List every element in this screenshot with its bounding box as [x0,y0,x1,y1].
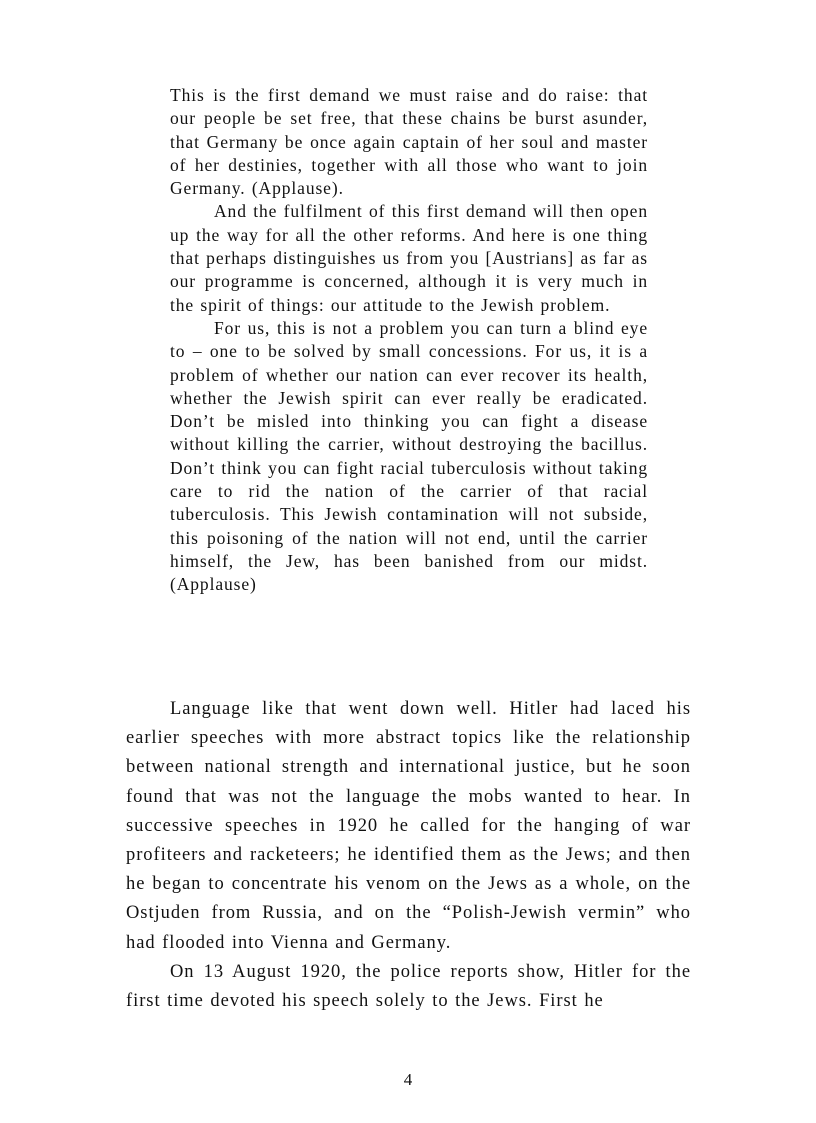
body-text [126,695,691,1016]
page-number: 4 [403,1070,413,1089]
quote-paragraph: And the fulfilment of this first demand will then open up the way for all the other reforms. And here is one thing that perhaps distinguishes us from you [Austrians] as far as our programme is concerned, although it is very much in the spirit of things: our attitude to the Jewish problem. [170,201,648,315]
body-paragraph: On 13 August 1920, the police reports show, Hitler for the first time devoted his speech solely to the Jews. First he [126,961,691,1012]
body-paragraph: Language like that went down well. Hitler had laced his earlier speeches with more abstract topics like the relationship between national strength and international justice, but he soon found that was not the language the mobs wanted to hear. In successive speeches in 1920 he called for the hanging of war profiteers and racketeers; he identified them as the Jews; and then he began to concentrate his venom on the Jews as a whole, on the Ostjuden from Russia, and on the “Polish-Jewish vermin” who had flooded into Vienna and Germany. [126,699,691,953]
block-quote [170,84,648,597]
quote-paragraph: For us, this is not a problem you can turn a blind eye to – one to be solved by small concessions. For us, it is a problem of whether our nation can ever recover its health, whether the Jewish spirit can ever really be eradicated. Don’t be misled into thinking you can fight a disease without killing the carrier, without destroying the bacillus. Don’t think you can fight racial tuberculosis without taking care to rid the nation of the carrier of that racial tuberculosis. This Jewish contamination will not subside, this poisoning of the nation will not end, until the carrier himself, the Jew, has been banished from our midst. (Applause) [170,317,648,595]
quote-paragraph: This is the first demand we must raise and do raise: that our people be set free, that these chains be burst asunder, that Germany be once again captain of her soul and master of her destinies, together with all those who want to join Germany. (Applause). [170,85,648,199]
